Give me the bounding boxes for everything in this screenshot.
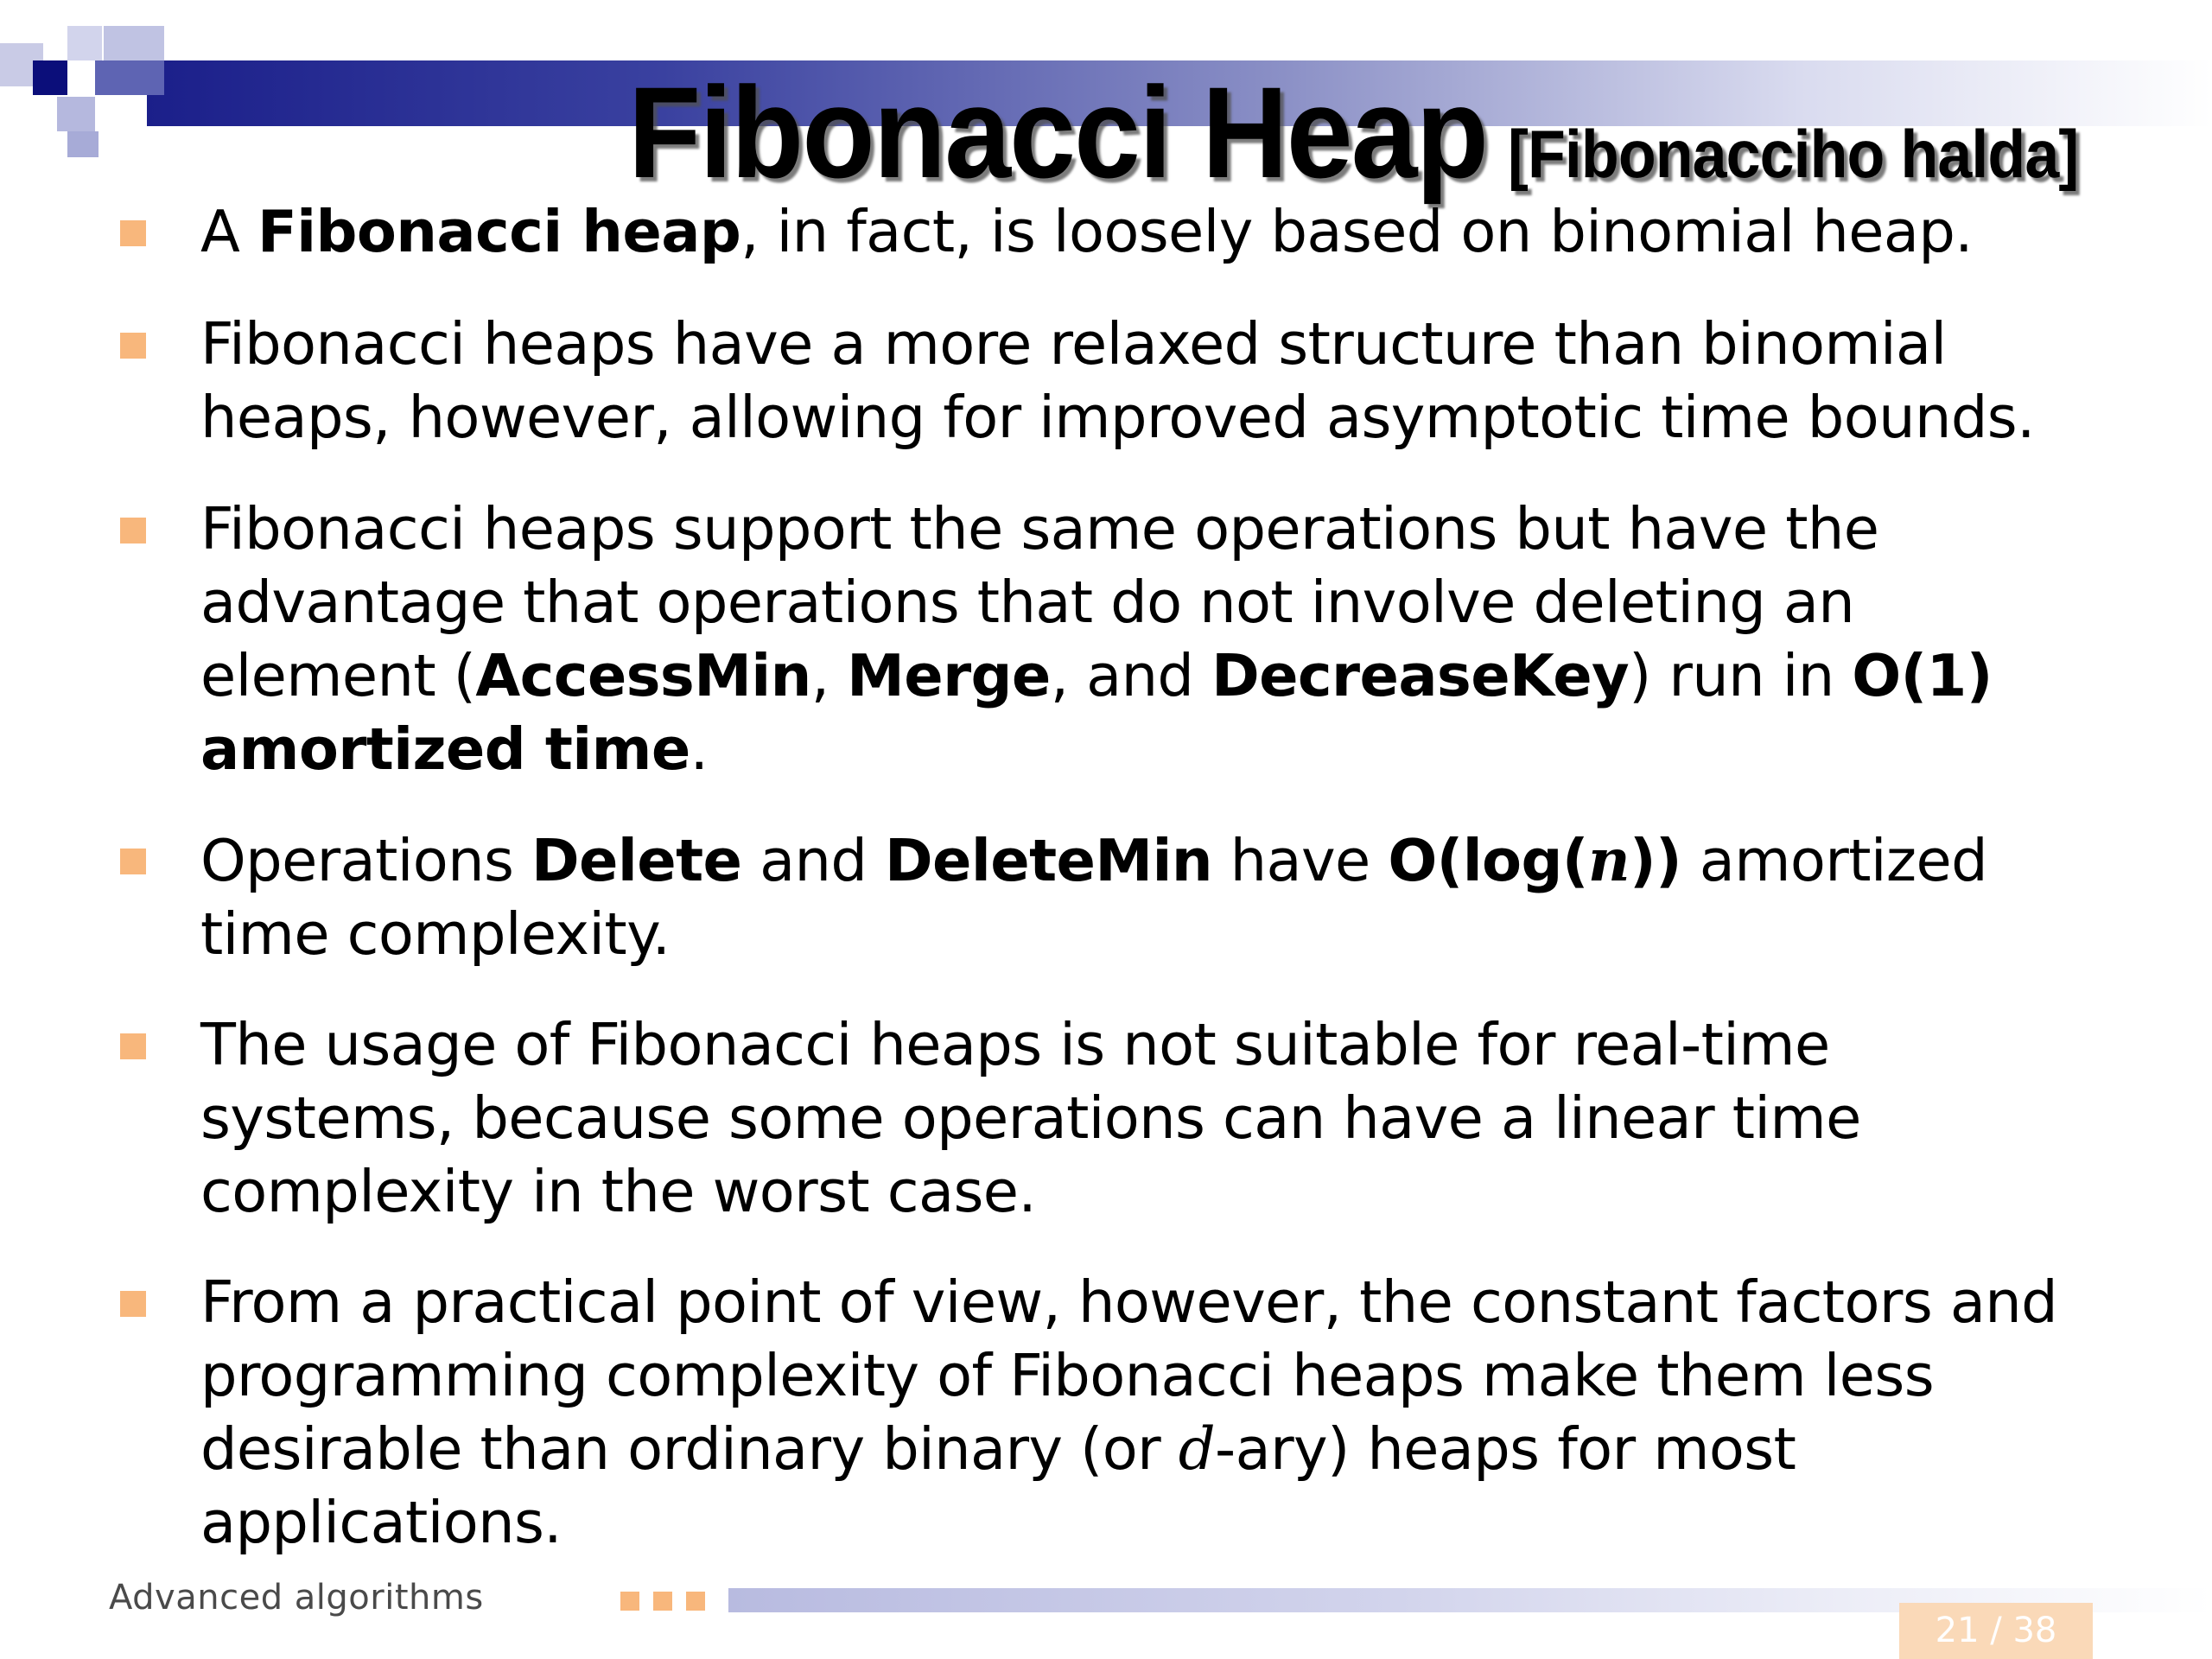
bullet-item [200, 195, 2084, 269]
bullet-text [200, 495, 1993, 783]
bullet-emphasis-run: Merge [847, 642, 1051, 709]
bullet-emphasis-run: AccessMin [475, 642, 811, 709]
bullet-square-icon [120, 518, 146, 543]
bullet-text-run: Fibonacci heaps have a more relaxed structure than binomial heaps, however, allowing for improved asymptotic time bounds. [200, 310, 2035, 451]
bullet-text [200, 198, 1973, 265]
bullet-text-run: , in fact, is loosely based on binomial heap. [741, 198, 1973, 265]
bullet-text-run: have [1211, 827, 1389, 894]
page-number: 21 / 38 [1899, 1603, 2093, 1659]
title-main: Fibonacci Heap [627, 60, 1487, 205]
bullet-text-run: , and [1050, 642, 1212, 709]
bullet-emphasis-run: DecreaseKey [1211, 642, 1630, 709]
bullet-emphasis-run: n [1587, 826, 1630, 894]
footer-dots-decoration [620, 1592, 741, 1612]
footer-dot [653, 1592, 672, 1611]
bullet-text [200, 1268, 2057, 1556]
bullet-square-icon [120, 1291, 146, 1317]
bullet-emphasis-run: O(log( [1388, 827, 1588, 894]
bullet-emphasis-run: Fibonacci heap [257, 198, 741, 265]
bullet-item [200, 823, 2084, 971]
slide-title [627, 60, 2078, 205]
bullet-item [200, 1008, 2084, 1229]
bullet-emphasis-run: d [1178, 1415, 1216, 1483]
bullet-text [200, 1011, 1861, 1225]
footer-course-name: Advanced algorithms [109, 1578, 484, 1618]
bullet-square-icon [120, 333, 146, 359]
bullet-text-run: -ary) heaps for most applications. [200, 1415, 1796, 1556]
bullet-text-run: From a practical point of view, however, the constant factors and programming complexity of Fibonacci heaps make them less desirable than ordinary binary (or [200, 1268, 2058, 1483]
footer-dot [620, 1592, 639, 1611]
bullet-square-icon [120, 849, 146, 874]
bullet-text-run: The usage of Fibonacci heaps is not suitable for real-time systems, because some operations can have a linear time complexity in the worst case. [200, 1011, 1861, 1225]
bullet-text-run: , [810, 642, 848, 709]
bullet-square-icon [120, 1033, 146, 1059]
bullet-text-run: Fibonacci heaps support the same operations but have the advantage that operations that do not involve deleting an element ( [200, 495, 1879, 709]
bullet-text [200, 827, 1987, 968]
bullet-text-run: and [741, 827, 886, 894]
bullet-item [200, 493, 2084, 786]
bullet-emphasis-run: DeleteMin [885, 827, 1212, 894]
bullet-text [200, 310, 2035, 451]
bullet-text-run: A [200, 198, 257, 265]
bullet-text-run: ) run in [1629, 642, 1853, 709]
title-subtitle: [Fibonacciho halda] [1507, 116, 2078, 192]
bullet-text-run: amortized time complexity. [200, 827, 1988, 968]
bullet-emphasis-run: O(1) amortized time [200, 642, 1993, 783]
bullet-square-icon [120, 220, 146, 246]
bullet-text-run: . [690, 715, 709, 783]
bullet-emphasis-run: )) [1630, 827, 1682, 894]
bullet-item [200, 1266, 2084, 1560]
footer-dot [686, 1592, 705, 1611]
bullet-text-run: Operations [200, 827, 532, 894]
bullet-emphasis-run: Delete [531, 827, 742, 894]
bullet-item [200, 308, 2084, 454]
corner-squares-decoration [0, 26, 173, 164]
